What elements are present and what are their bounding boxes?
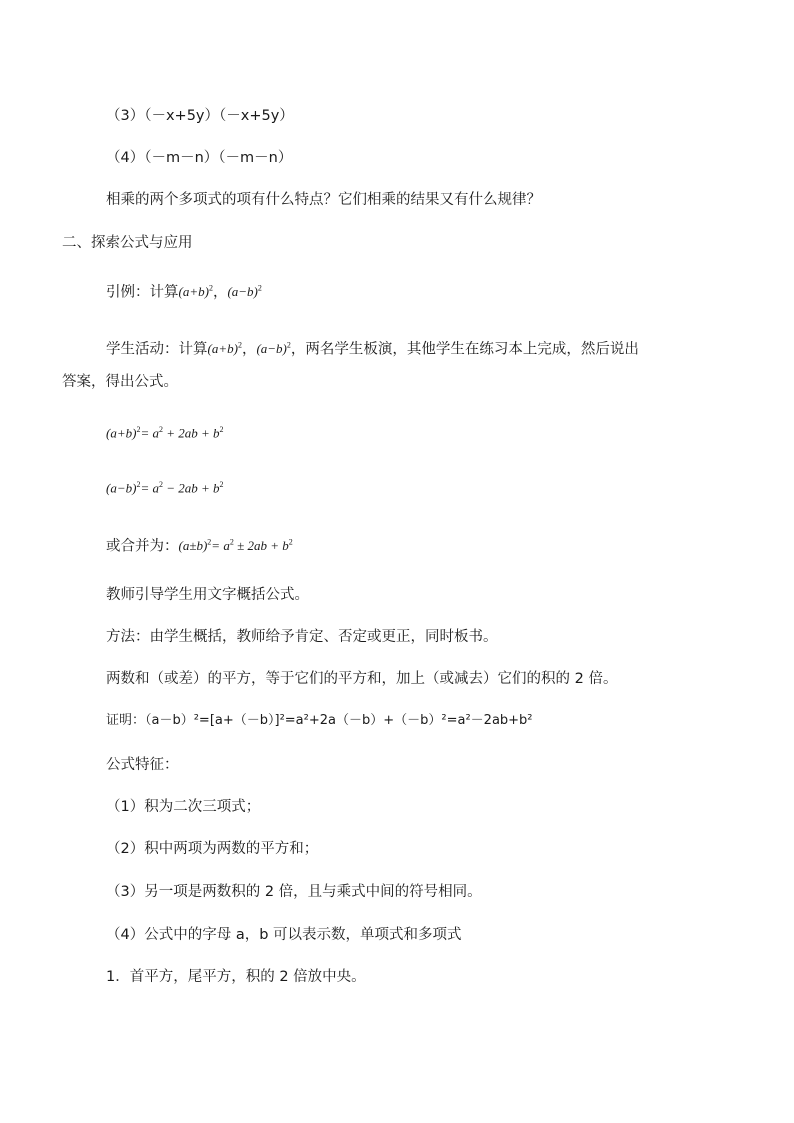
activity-line: 学生活动：计算$(a+b)^2$，$(a-b)^2$，两名学生板演，其他学生在练习本上完成，然后说出: [106, 341, 639, 358]
text-line: 公式特征：: [106, 757, 179, 773]
text-line: （4）（－m－n）（－m－n）: [106, 150, 293, 166]
example-line: 引例：计算$(a+b)^2$，$(a-b)^2$: [106, 284, 262, 301]
formula-diff: $(a-b)^2= a^2 - 2ab + b^2$: [106, 480, 224, 496]
text-line: （3）（－x+5y）（－x+5y）: [106, 108, 294, 124]
list-item: （3）另一项是两数积的 2 倍，且与乘式中间的符号相同。: [106, 884, 482, 900]
list-item: （1）积为二次三项式；: [106, 799, 261, 815]
combined-formula-line: 或合并为：$(a\pm b)^2= a^2 \pm 2ab + b^2$: [106, 538, 293, 555]
list-item: 1．首平方，尾平方，积的 2 倍放中央。: [106, 969, 366, 985]
text-line: 答案，得出公式。: [62, 374, 178, 390]
text-line: 方法：由学生概括，教师给予肯定、否定或更正，同时板书。: [106, 629, 498, 645]
text-line: 教师引导学生用文字概括公式。: [106, 587, 309, 603]
text-line: 两数和（或差）的平方，等于它们的平方和，加上（或减去）它们的积的 2 倍。: [106, 671, 618, 687]
text-line: 相乘的两个多项式的项有什么特点？它们相乘的结果又有什么规律？: [106, 192, 541, 208]
formula-sum: $(a+b)^2= a^2 + 2ab + b^2$: [106, 425, 224, 441]
section-heading: 二、探索公式与应用: [62, 235, 193, 251]
list-item: （2）积中两项为两数的平方和；: [106, 841, 319, 857]
list-item: （4）公式中的字母 a，b 可以表示数，单项式和多项式: [106, 927, 462, 943]
proof-line: 证明：（a－b）²=[a+（－b）]²=a²+2a（－b）+（－b）²=a²－2ab+b²: [106, 713, 533, 728]
